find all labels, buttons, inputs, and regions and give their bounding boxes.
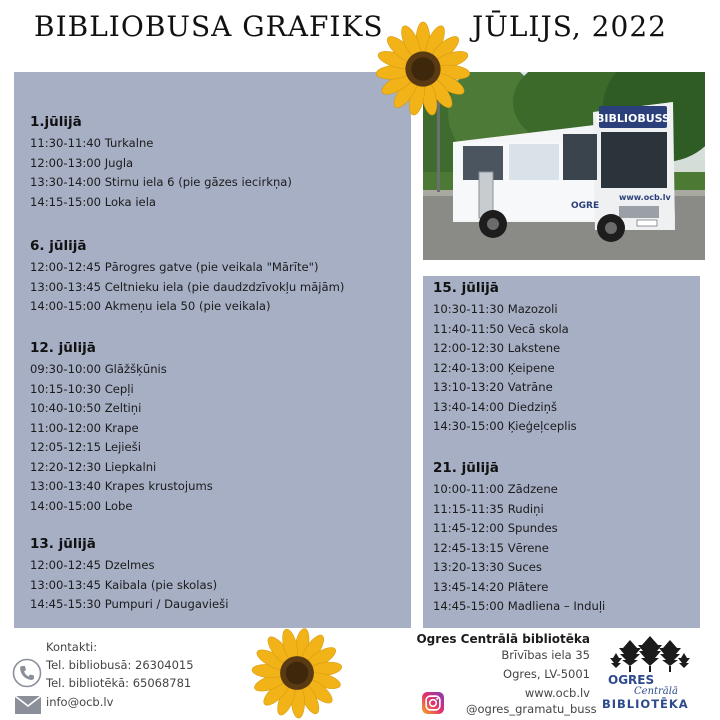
schedule-stop: 12:20-12:30 Liepkalni: [30, 459, 157, 474]
bus-website-text: www.ocb.lv: [619, 193, 671, 202]
schedule-stop: 14:00-15:00 Akmeņu iela 50 (pie veikala): [30, 299, 271, 313]
schedule-stop: 14:15-15:00 Loka iela: [30, 194, 157, 209]
phone-icon: [12, 658, 42, 688]
schedule-panel-left: [14, 72, 411, 628]
schedule-stop: 13:30-14:00 Stirnu iela 6 (pie gāzes iecirkņa): [30, 175, 292, 189]
phone-bus: Tel. bibliobusā: 26304015: [46, 658, 194, 672]
bus-side-label: OGRE: [571, 201, 600, 211]
page-title-month: JŪLIJS, 2022: [472, 10, 667, 43]
schedule-stop: 12:45-13:15 Vērene: [433, 540, 549, 555]
day-heading: 6. jūlijā: [30, 238, 87, 254]
schedule-stop: 13:00-13:45 Kaibala (pie skolas): [30, 577, 218, 592]
schedule-stop: 11:40-11:50 Vecā skola: [433, 321, 569, 336]
envelope-icon: [14, 695, 42, 715]
sunflower-icon: [250, 626, 344, 720]
schedule-stop: 12:00-12:30 Lakstene: [433, 341, 561, 355]
schedule-stop: 13:10-13:20 Vatrāne: [433, 380, 553, 394]
day-block: [30, 340, 213, 516]
day-block: [30, 536, 228, 615]
organization-website[interactable]: www.ocb.lv: [524, 686, 590, 700]
instagram-icon[interactable]: [422, 692, 444, 714]
logo-text-centrala: Centrālā: [634, 686, 678, 697]
schedule-stop: 11:45-12:00 Spundes: [433, 521, 558, 535]
logo-text-ogres: OGRES: [608, 673, 655, 687]
schedule-stop: 14:00-15:00 Lobe: [30, 498, 133, 513]
bus-sign-text: BIBLIOBUSS: [596, 112, 670, 125]
schedule-stop: 13:20-13:30 Suces: [433, 560, 542, 574]
organization-name: Ogres Centrālā bibliotēka: [416, 632, 590, 646]
schedule-stop: 12:00-12:45 Dzelmes: [30, 558, 155, 572]
schedule-stop: 14:30-15:00 Ķieģeļceplis: [433, 419, 577, 433]
schedule-stop: 10:00-11:00 Zādzene: [433, 482, 558, 496]
schedule-panel-right: [423, 276, 700, 628]
day-heading: 15. jūlijā: [433, 280, 499, 296]
contacts-label: Kontakti:: [46, 640, 98, 654]
schedule-stop: 14:45-15:00 Madliena – Induļi: [433, 599, 606, 613]
schedule-stop: 12:00-12:45 Pārogres gatve (pie veikala "Mārīte"): [30, 260, 319, 274]
schedule-stop: 12:40-13:00 Ķeipene: [433, 360, 555, 375]
organization-street: Brīvības iela 35: [501, 648, 590, 662]
schedule-stop: 11:00-12:00 Krape: [30, 420, 139, 435]
schedule-stop: 09:30-10:00 Glāžšķūnis: [30, 362, 167, 376]
schedule-stop: 13:00-13:40 Krapes krustojums: [30, 479, 213, 493]
email-link[interactable]: info@ocb.lv: [46, 695, 114, 709]
day-block: [433, 460, 605, 617]
instagram-handle[interactable]: @ogres_gramatu_buss: [466, 702, 597, 716]
day-heading: 21. jūlijā: [433, 460, 499, 476]
schedule-stop: 13:00-13:45 Celtnieku iela (pie daudzdzīvokļu mājām): [30, 279, 345, 294]
tree-logo-icon: [600, 636, 700, 712]
schedule-stop: 10:15-10:30 Cepļi: [30, 381, 134, 396]
organization-city: Ogres, LV-5001: [503, 667, 590, 681]
logo-text-biblioteka: BIBLIOTĒKA: [602, 697, 689, 711]
schedule-stop: 12:05-12:15 Lejieši: [30, 440, 141, 454]
schedule-stop: 12:00-13:00 Jugla: [30, 155, 134, 170]
day-block: [433, 280, 577, 437]
schedule-stop: 10:30-11:30 Mazozoli: [433, 302, 558, 316]
day-block: [30, 114, 292, 212]
schedule-stop: 10:40-10:50 Zeltiņi: [30, 401, 142, 415]
day-block: [30, 238, 344, 317]
schedule-stop: 13:45-14:20 Plātere: [433, 579, 549, 594]
library-logo: [600, 636, 700, 712]
page-title: BIBLIOBUSA GRAFIKS: [34, 10, 384, 43]
schedule-stop: 14:45-15:30 Pumpuri / Daugavieši: [30, 597, 229, 611]
sunflower-icon: [374, 20, 472, 118]
phone-library: Tel. bibliotēkā: 65068781: [46, 676, 192, 690]
schedule-stop: 11:30-11:40 Turkalne: [30, 136, 154, 150]
schedule-stop: 11:15-11:35 Rudiņi: [433, 501, 544, 516]
day-heading: 12. jūlijā: [30, 340, 96, 356]
day-heading: 13. jūlijā: [30, 536, 96, 552]
day-heading: 1.jūlijā: [30, 114, 82, 130]
schedule-stop: 13:40-14:00 Diedziņš: [433, 399, 558, 414]
